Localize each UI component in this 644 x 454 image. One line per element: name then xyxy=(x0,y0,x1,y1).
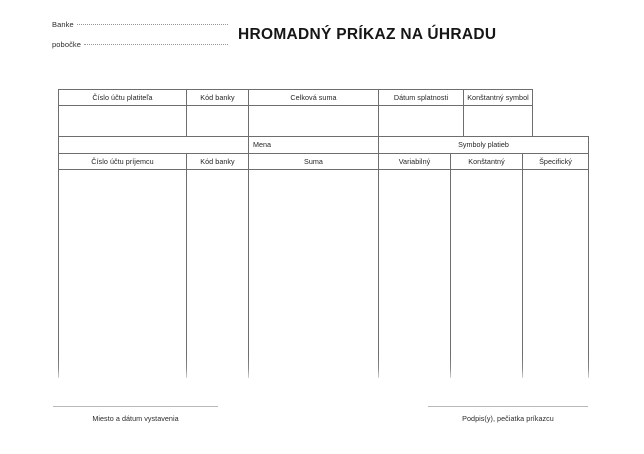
recipients-cell-specific[interactable] xyxy=(523,170,589,379)
page-title: HROMADNÝ PRÍKAZ NA ÚHRADU xyxy=(238,26,497,43)
recipients-group-row xyxy=(59,137,589,154)
signature-stamp-caption: Podpis(y), pečiatka príkazcu xyxy=(462,414,554,423)
recipients-cell-amount[interactable] xyxy=(249,170,379,379)
payer-col-bankcode: Kód banky xyxy=(187,90,249,106)
recipients-col-specific: Špecifický xyxy=(523,154,589,170)
payer-cell-duedate[interactable] xyxy=(379,106,464,137)
payer-cell-constsymbol[interactable] xyxy=(464,106,533,137)
branch-label: pobočke xyxy=(52,40,82,49)
recipients-cell-account[interactable] xyxy=(59,170,187,379)
recipients-entry-area xyxy=(59,170,589,379)
recipients-cell-variable[interactable] xyxy=(379,170,451,379)
recipients-cell-constant[interactable] xyxy=(451,170,523,379)
recipients-group-currency: Mena xyxy=(249,137,379,154)
recipients-group-blank xyxy=(59,137,249,154)
payer-col-constsymbol: Konštantný symbol xyxy=(464,90,533,106)
recipients-header-row xyxy=(59,154,589,170)
recipients-col-account: Číslo účtu príjemcu xyxy=(59,154,187,170)
payer-cell-bankcode[interactable] xyxy=(187,106,249,137)
payer-col-total: Celková suma xyxy=(249,90,379,106)
recipients-table xyxy=(58,136,589,378)
branch-value-line[interactable] xyxy=(84,43,228,45)
bank-value-line[interactable] xyxy=(77,23,228,25)
recipients-col-variable: Variabilný xyxy=(379,154,451,170)
issue-place-date-block xyxy=(53,406,218,423)
bank-fields xyxy=(52,20,228,60)
recipients-cell-bankcode[interactable] xyxy=(187,170,249,379)
payer-cell-total[interactable] xyxy=(249,106,379,137)
signature-stamp-block xyxy=(428,406,588,423)
branch-field-row xyxy=(52,40,228,60)
bank-field-row xyxy=(52,20,228,40)
issue-place-date-rule[interactable] xyxy=(53,406,218,407)
payer-cell-account[interactable] xyxy=(59,106,187,137)
recipients-group-symbols: Symboly platieb xyxy=(379,137,589,154)
bank-label: Banke xyxy=(52,20,74,29)
payer-header-row xyxy=(59,90,533,106)
signature-stamp-rule[interactable] xyxy=(428,406,588,407)
recipients-col-constant: Konštantný xyxy=(451,154,523,170)
payer-col-account: Číslo účtu platiteľa xyxy=(59,90,187,106)
recipients-col-amount: Suma xyxy=(249,154,379,170)
payer-col-duedate: Dátum splatnosti xyxy=(379,90,464,106)
recipients-col-bankcode: Kód banky xyxy=(187,154,249,170)
payer-data-row xyxy=(59,106,533,137)
payer-table xyxy=(58,89,533,137)
document-header xyxy=(0,0,644,78)
issue-place-date-caption: Miesto a dátum vystavenia xyxy=(92,414,179,423)
